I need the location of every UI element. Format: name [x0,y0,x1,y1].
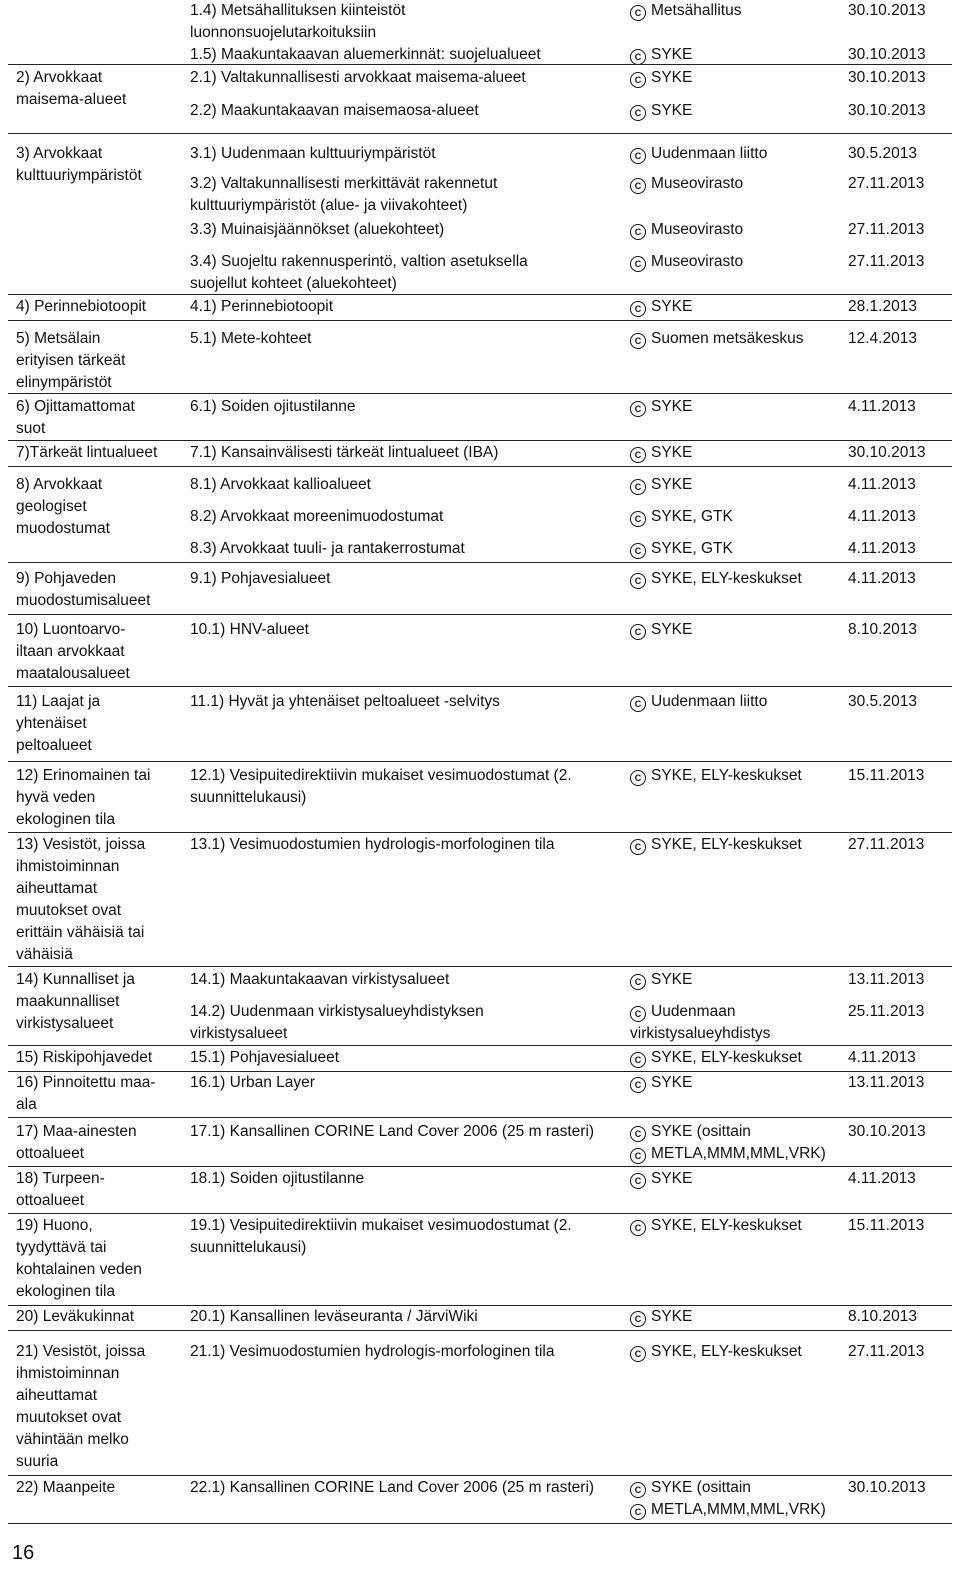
category-text: 13) Vesistöt, joissa ihmistoiminnan aiheuttamat muutokset ovat erittäin vähäisiä tai vähäisiä [16,836,146,963]
category-text: 14) Kunnalliset ja maakunnalliset virkistysalueet [16,971,135,1032]
date-text: 30.10.2013 [848,1479,926,1496]
row-divider [8,686,952,687]
row-divider [8,393,952,394]
category-text: 3) Arvokkaat kulttuuriympäristöt [16,145,142,184]
category-text: 4) Perinnebiotoopit [16,298,147,315]
item-text: 1.5) Maakuntakaavan aluemerkinnät: suojelualueet [190,46,541,63]
row-divider [8,294,952,295]
date-text: 13.11.2013 [848,971,925,988]
item-text: 10.1) HNV-alueet [190,621,309,638]
org-text: C SYKE [630,296,860,318]
item-text: 8.2) Arvokkaat moreenimuodostumat [190,508,444,525]
item-text: 9.1) Pohjavesialueet [190,570,331,587]
org-text: C SYKE, ELY-keskukset [630,765,860,787]
row-divider [8,64,952,65]
date-text: 30.10.2013 [848,444,926,461]
date-text: 4.11.2013 [848,398,916,415]
copyright-icon: C [630,447,646,463]
org-text: C Uudenmaan virkistysalueyhdistys [630,1003,771,1042]
row-divider [8,466,952,467]
date-text: 30.10.2013 [848,2,926,19]
copyright-icon: C [630,224,646,240]
copyright-icon: C [630,1346,646,1362]
date-text: 30.5.2013 [848,693,917,710]
row-divider [8,133,952,134]
copyright-icon: C [630,401,646,417]
org-text: C Museovirasto [630,219,860,241]
date-text: 25.11.2013 [848,1003,925,1020]
org-text: C SYKE (osittain C METLA,MMM,MML,VRK) [630,1477,845,1521]
copyright-icon: C [630,511,646,527]
date-text: 4.11.2013 [848,476,916,493]
item-text: 17.1) Kansallinen CORINE Land Cover 2006 (25 m rasteri) [190,1123,595,1140]
copyright-icon: C [630,624,646,640]
copyright-icon: C [630,49,646,65]
org-text: C SYKE, ELY-keskukset [630,834,860,856]
date-text: 13.11.2013 [848,1074,925,1091]
row-divider [8,1117,952,1118]
category-text: 5) Metsälain erityisen tärkeät elinympäristöt [16,330,126,391]
item-text: 3.4) Suojeltu rakennusperintö, valtion asetuksella suojellut kohteet (aluekohteet) [190,253,528,292]
org-text: C Museovirasto [630,251,860,273]
org-text: C SYKE, ELY-keskukset [630,1047,860,1069]
copyright-icon: C [630,301,646,317]
row-divider [8,440,952,441]
copyright-icon: C [630,1220,646,1236]
org-text: C SYKE [630,969,860,991]
org-text: C SYKE, GTK [630,506,860,528]
copyright-icon: C [630,1173,646,1189]
copyright-icon: C [630,839,646,855]
org-text: C SYKE [630,67,860,89]
org-text: C SYKE [630,442,860,464]
item-text: 21.1) Vesimuodostumien hydrologis-morfologinen tila [190,1343,555,1360]
row-divider [8,1475,952,1476]
org-text: C Uudenmaan liitto [630,143,860,165]
date-text: 30.5.2013 [848,145,917,162]
date-text: 8.10.2013 [848,621,917,638]
item-text: 3.1) Uudenmaan kulttuuriympäristöt [190,145,436,162]
copyright-icon: C [630,974,646,990]
date-text: 27.11.2013 [848,221,925,238]
item-text: 6.1) Soiden ojitustilanne [190,398,356,415]
item-text: 1.4) Metsähallituksen kiinteistöt luonnonsuojelutarkoituksiin [190,2,406,41]
category-text: 22) Maanpeite [16,1479,116,1496]
copyright-icon: C [630,1482,646,1498]
category-text: 16) Pinnoitettu maa-ala [16,1074,156,1113]
item-text: 15.1) Pohjavesialueet [190,1049,340,1066]
item-text: 4.1) Perinnebiotoopit [190,298,334,315]
copyright-icon: C [630,573,646,589]
row-divider [8,1330,952,1331]
item-text: 2.2) Maakuntakaavan maisemaosa-alueet [190,102,479,119]
item-text: 3.2) Valtakunnallisesti merkittävät rakennetut kulttuuriympäristöt (alue- ja viivakohteet) [190,175,498,214]
item-text: 5.1) Mete-kohteet [190,330,312,347]
date-text: 30.10.2013 [848,46,926,63]
org-text: C SYKE (osittain C METLA,MMM,MML,VRK) [630,1121,845,1165]
date-text: 27.11.2013 [848,836,925,853]
date-text: 28.1.2013 [848,298,917,315]
category-text: 6) Ojittamattomat suot [16,398,135,437]
org-text: C Uudenmaan liitto [630,691,860,713]
item-text: 20.1) Kansallinen leväseuranta / JärviWiki [190,1308,478,1325]
org-text: C SYKE [630,44,860,66]
row-divider [8,1523,952,1524]
row-divider [8,832,952,833]
page-number: 16 [12,1542,35,1564]
copyright-icon: C [630,1504,646,1520]
date-text: 4.11.2013 [848,570,916,587]
item-text: 14.2) Uudenmaan virkistysalueyhdistyksen virkistysalueet [190,1003,484,1042]
date-text: 30.10.2013 [848,1123,926,1140]
org-text: C Suomen metsäkeskus [630,328,860,350]
org-text: C SYKE [630,474,860,496]
copyright-icon: C [630,256,646,272]
copyright-icon: C [630,148,646,164]
copyright-icon: C [630,178,646,194]
item-text: 11.1) Hyvät ja yhtenäiset peltoalueet -selvitys [190,693,500,710]
item-text: 8.3) Arvokkaat tuuli- ja rantakerrostumat [190,540,465,557]
org-text: C Museovirasto [630,173,860,195]
category-text: 17) Maa-ainesten ottoalueet [16,1123,137,1162]
item-text: 7.1) Kansainvälisesti tärkeät lintualueet (IBA) [190,444,499,461]
item-text: 16.1) Urban Layer [190,1074,315,1091]
org-text: C SYKE [630,100,860,122]
category-text: 12) Erinomainen tai hyvä veden ekologinen tila [16,767,151,828]
category-text: 19) Huono, tyydyttävä tai kohtalainen veden ekologinen tila [16,1217,142,1300]
category-text: 18) Turpeen-ottoalueet [16,1170,105,1209]
copyright-icon: C [630,770,646,786]
copyright-icon: C [630,1126,646,1142]
category-text: 11) Laajat ja yhtenäiset peltoalueet [16,693,101,754]
copyright-icon: C [630,1148,646,1164]
item-text: 13.1) Vesimuodostumien hydrologis-morfologinen tila [190,836,555,853]
copyright-icon: C [630,543,646,559]
org-text: C SYKE, ELY-keskukset [630,1341,860,1363]
date-text: 30.10.2013 [848,69,926,86]
copyright-icon: C [630,1077,646,1093]
category-text: 2) Arvokkaat maisema-alueet [16,69,127,108]
item-text: 19.1) Vesipuitedirektiivin mukaiset vesimuodostumat (2. suunnittelukausi) [190,1217,572,1256]
item-text: 22.1) Kansallinen CORINE Land Cover 2006 (25 m rasteri) [190,1479,595,1496]
row-divider [8,1045,952,1046]
copyright-icon: C [630,1052,646,1068]
item-text: 8.1) Arvokkaat kallioalueet [190,476,371,493]
org-text: C SYKE [630,1072,860,1094]
date-text: 12.4.2013 [848,330,917,347]
date-text: 4.11.2013 [848,1170,916,1187]
row-divider [8,614,952,615]
copyright-icon: C [630,1311,646,1327]
date-text: 4.11.2013 [848,1049,916,1066]
copyright-icon: C [630,72,646,88]
copyright-icon: C [630,479,646,495]
org-text: C Metsähallitus [630,0,860,22]
copyright-icon: C [630,5,646,21]
row-divider [8,966,952,967]
org-text: C SYKE [630,1306,860,1328]
row-divider [8,761,952,762]
item-text: 14.1) Maakuntakaavan virkistysalueet [190,971,450,988]
org-text: C SYKE [630,619,860,641]
item-text: 3.3) Muinaisjäännökset (aluekohteet) [190,221,445,238]
category-text: 7)Tärkeät lintualueet [16,444,158,461]
org-text: C SYKE, ELY-keskukset [630,568,860,590]
date-text: 27.11.2013 [848,175,925,192]
org-text: C SYKE, GTK [630,538,860,560]
date-text: 15.11.2013 [848,767,925,784]
row-divider [8,1213,952,1214]
copyright-icon: C [630,1006,646,1022]
date-text: 27.11.2013 [848,1343,925,1360]
category-text: 21) Vesistöt, joissa ihmistoiminnan aiheuttamat muutokset ovat vähintään melko suuria [16,1343,146,1470]
date-text: 27.11.2013 [848,253,925,270]
category-text: 8) Arvokkaat geologiset muodostumat [16,476,110,537]
row-divider [8,320,952,321]
org-text: C SYKE [630,1168,860,1190]
copyright-icon: C [630,105,646,121]
copyright-icon: C [630,333,646,349]
item-text: 2.1) Valtakunnallisesti arvokkaat maisema-alueet [190,69,526,86]
copyright-icon: C [630,696,646,712]
date-text: 15.11.2013 [848,1217,925,1234]
org-text: C SYKE [630,396,860,418]
category-text: 9) Pohjaveden muodostumisalueet [16,570,151,609]
item-text: 12.1) Vesipuitedirektiivin mukaiset vesimuodostumat (2. suunnittelukausi) [190,767,572,806]
row-divider [8,1166,952,1167]
date-text: 4.11.2013 [848,508,916,525]
row-divider [8,562,952,563]
category-text: 15) Riskipohjavedet [16,1049,153,1066]
category-text: 20) Leväkukinnat [16,1308,135,1325]
category-text: 10) Luontoarvo-iltaan arvokkaat maatalousalueet [16,621,130,682]
item-text: 18.1) Soiden ojitustilanne [190,1170,365,1187]
date-text: 4.11.2013 [848,540,916,557]
org-text: C SYKE, ELY-keskukset [630,1215,860,1237]
date-text: 30.10.2013 [848,102,926,119]
date-text: 8.10.2013 [848,1308,917,1325]
